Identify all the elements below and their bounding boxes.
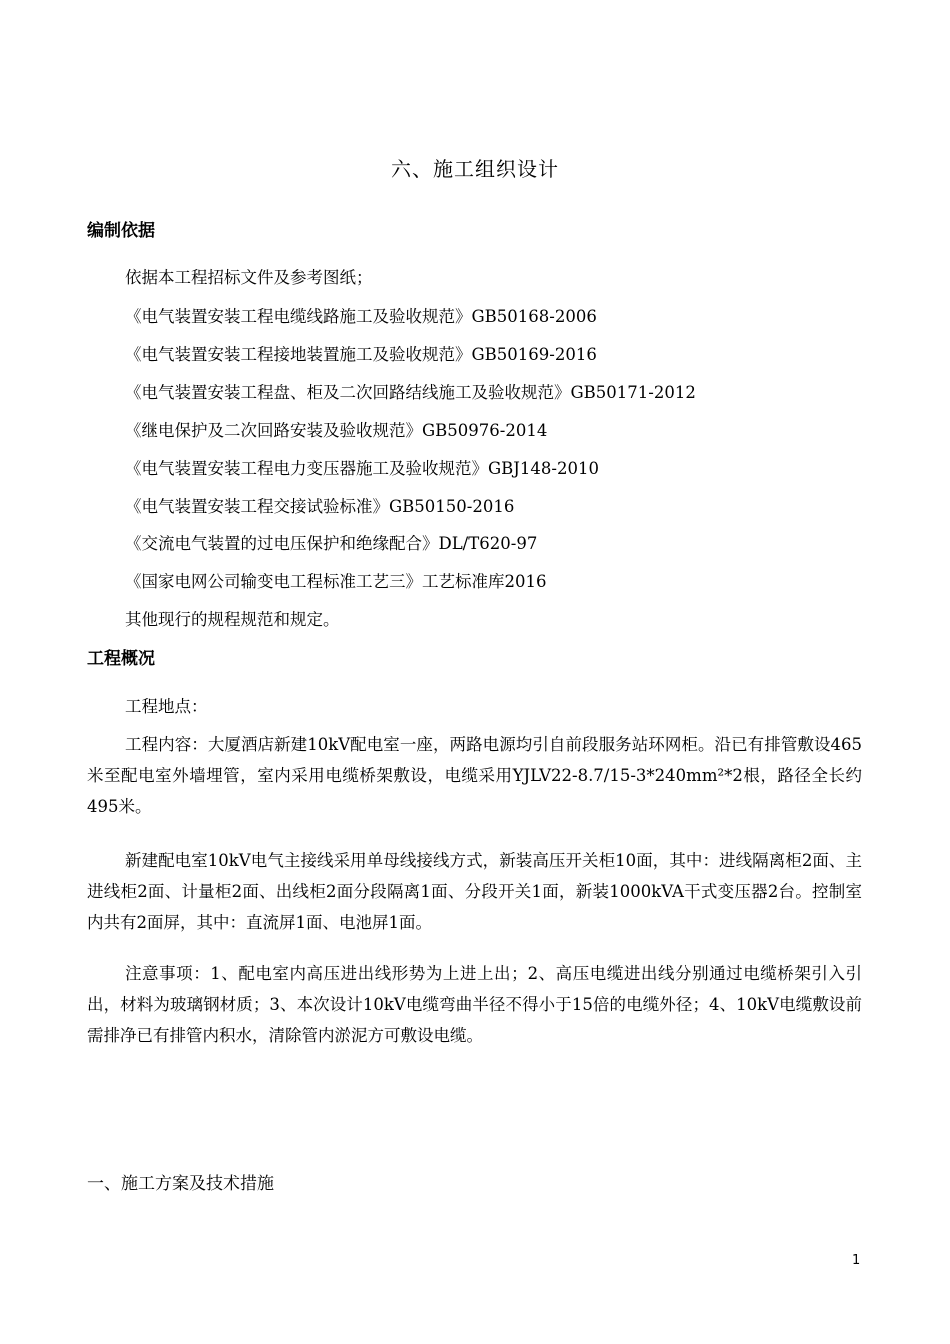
standard-item: 《电气装置安装工程接地装置施工及验收规范》GB50169-2016 — [125, 345, 597, 364]
standard-item: 《国家电网公司输变电工程标准工艺三》工艺标准库2016 — [125, 572, 547, 591]
page-title: 六、施工组织设计 — [391, 157, 559, 181]
standard-item: 《继电保护及二次回路安装及验收规范》GB50976-2014 — [125, 421, 548, 440]
standard-item: 《交流电气装置的过电压保护和绝缘配合》DL/T620-97 — [125, 534, 538, 553]
section-one-heading: 一、施工方案及技术措施 — [87, 1174, 274, 1194]
standard-item: 《电气装置安装工程电力变压器施工及验收规范》GBJ148-2010 — [125, 459, 599, 478]
standard-item: 《电气装置安装工程交接试验标准》GB50150-2016 — [125, 497, 515, 516]
basis-heading: 编制依据 — [87, 221, 155, 241]
notes-paragraph: 注意事项：1、配电室内高压进出线形势为上进上出；2、高压电缆进出线分别通过电缆桥架引入引出，材料为玻璃钢材质；3、本次设计10kV电缆弯曲半径不得小于15倍的电缆外径；4、10kV电缆敷设前需排净已有排管内积水，清除管内淤泥方可敷设电缆。 — [87, 964, 862, 1045]
basis-intro: 依据本工程招标文件及参考图纸； — [125, 268, 373, 287]
equipment-paragraph: 新建配电室10kV电气主接线采用单母线接线方式，新装高压开关柜10面，其中：进线隔离柜2面、主进线柜2面、计量柜2面、出线柜2面分段隔离1面、分段开关1面，新装1000kVA干式变压器2台。控制室内共有2面屏，其中：直流屏1面、电池屏1面。 — [87, 851, 862, 932]
standard-item: 《电气装置安装工程电缆线路施工及验收规范》GB50168-2006 — [125, 307, 597, 326]
basis-other: 其他现行的规程规范和规定。 — [125, 610, 340, 629]
standard-item: 《电气装置安装工程盘、柜及二次回路结线施工及验收规范》GB50171-2012 — [125, 383, 696, 402]
project-content-paragraph: 工程内容：大厦酒店新建10kV配电室一座，两路电源均引自前段服务站环网柜。沿已有排管敷设465米至配电室外墙埋管，室内采用电缆桥架敷设，电缆采用YJLV22-8.7/15-3*240mm²*2根，路径全长约495米。 — [87, 735, 862, 816]
project-location: 工程地点： — [125, 697, 208, 716]
page-number: 1 — [852, 1253, 861, 1268]
overview-heading: 工程概况 — [87, 649, 155, 669]
